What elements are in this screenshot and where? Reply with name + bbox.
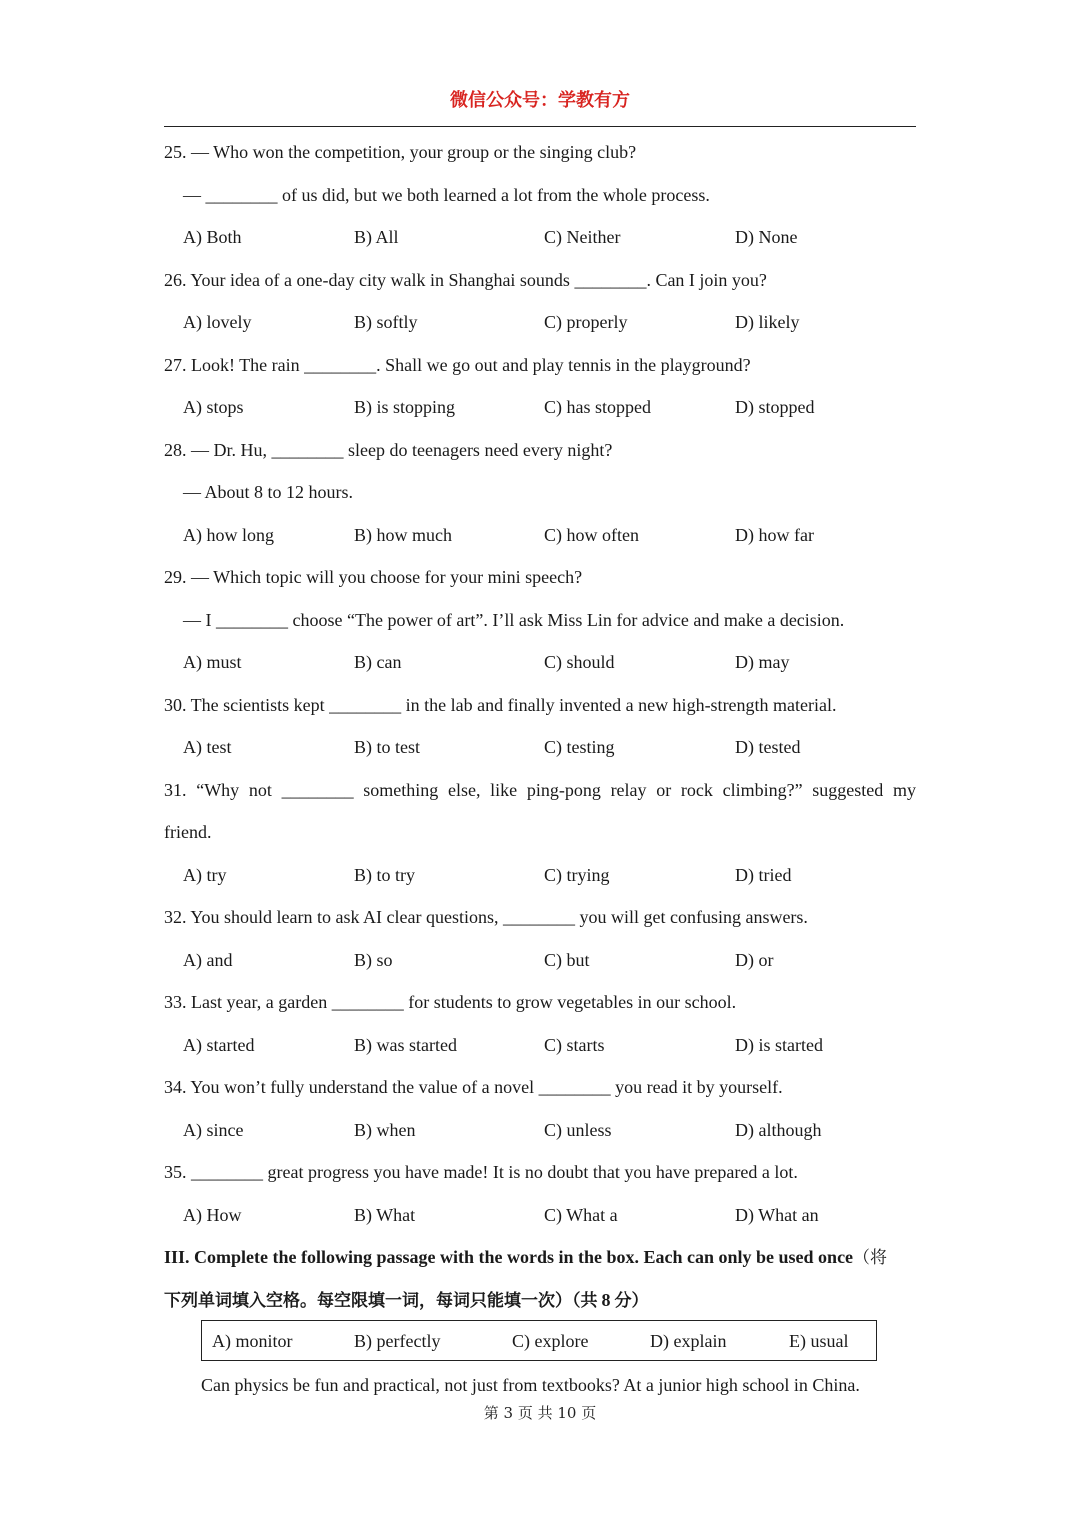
word-a: A) monitor [212, 1331, 293, 1351]
question-28-stem: 28. — Dr. Hu, ________ sleep do teenagers need every night? [164, 439, 613, 460]
question-32-options [164, 939, 916, 982]
option-d: D) may [735, 652, 790, 672]
page-header: 微信公众号：学教有方 [450, 90, 630, 111]
question-32 [164, 896, 916, 981]
option-d: D) stopped [735, 397, 815, 417]
option-a: A) started [183, 1034, 255, 1055]
option-a: A) Both [183, 227, 242, 247]
question-30-options [164, 726, 916, 769]
question-25-stem: 25. — Who won the competition, your group or the singing club? [164, 142, 637, 162]
word-box [201, 1320, 877, 1361]
option-d: D) tested [735, 737, 801, 757]
option-a: A) how long [183, 524, 274, 545]
question-25-response: — ________ of us did, but we both learned a lot from the whole process. [183, 184, 710, 205]
question-28 [164, 429, 916, 557]
question-35-stem: 35. ________ great progress you have made! It is no doubt that you have prepared a lot. [164, 1162, 798, 1182]
option-a: A) since [183, 1119, 244, 1140]
question-29-response: — I ________ choose “The power of art”. I’ll ask Miss Lin for advice and make a decision. [183, 609, 845, 630]
option-d: D) What an [735, 1204, 819, 1225]
question-29-options [164, 641, 916, 684]
option-a: A) How [183, 1204, 242, 1225]
option-c: C) how often [544, 524, 639, 545]
option-a: A) stops [183, 397, 244, 417]
section-3-title-cn: 下列单词填入空格。每空限填一词，每词只能填一次）（共 [164, 1290, 598, 1311]
header-divider [164, 126, 916, 127]
question-28-response: — About 8 to 12 hours. [183, 482, 354, 502]
question-27 [164, 344, 916, 429]
question-26-options [164, 301, 916, 344]
question-30-stem: 30. The scientists kept ________ in the lab and finally invented a new high-strength material. [164, 694, 837, 715]
word-d: D) explain [650, 1331, 727, 1351]
question-26-stem: 26. Your idea of a one-day city walk in Shanghai sounds ________. Can I join you? [164, 269, 767, 290]
option-d: D) although [735, 1119, 822, 1140]
option-d: D) None [735, 227, 798, 247]
question-29 [164, 556, 916, 684]
option-a: A) and [183, 949, 233, 970]
question-31-options [164, 854, 916, 897]
section-3-heading [164, 1236, 916, 1279]
question-33 [164, 981, 916, 1066]
question-28-options [164, 514, 916, 557]
option-c: C) trying [544, 864, 610, 885]
option-a: A) test [183, 737, 232, 757]
section-3-title-cn-start: （将 [853, 1248, 888, 1268]
option-b: B) to try [354, 864, 415, 885]
word-c: C) explore [512, 1331, 589, 1351]
word-e: E) usual [789, 1331, 849, 1351]
question-26 [164, 259, 916, 344]
option-b: B) is stopping [354, 397, 456, 417]
option-c: C) should [544, 652, 615, 672]
question-29-stem: 29. — Which topic will you choose for your mini speech? [164, 567, 583, 587]
question-25 [164, 131, 916, 259]
option-c: C) has stopped [544, 397, 651, 417]
option-c: C) testing [544, 737, 615, 757]
option-d: D) is started [735, 1034, 823, 1055]
question-list [164, 131, 916, 1321]
question-35-options [164, 1194, 916, 1237]
option-c: C) starts [544, 1034, 605, 1055]
option-a: A) lovely [183, 312, 252, 332]
question-35 [164, 1151, 916, 1236]
question-34-options [164, 1109, 916, 1152]
option-c: C) properly [544, 312, 628, 332]
section-3-title-en: III. Complete the following passage with the words in the box. Each can only be used once [164, 1247, 854, 1267]
question-31 [164, 769, 916, 897]
question-30 [164, 684, 916, 769]
option-b: B) to test [354, 737, 420, 757]
option-b: B) so [354, 949, 393, 970]
question-33-stem: 33. Last year, a garden ________ for students to grow vegetables in our school. [164, 992, 737, 1012]
word-b: B) perfectly [354, 1331, 441, 1351]
question-27-stem: 27. Look! The rain ________. Shall we go out and play tennis in the playground? [164, 354, 751, 375]
passage-first-line: Can physics be fun and practical, not just from textbooks? At a junior high school in China. [201, 1375, 860, 1395]
option-c: C) unless [544, 1119, 612, 1140]
question-32-stem: 32. You should learn to ask AI clear questions, ________ you will get confusing answers. [164, 907, 808, 927]
option-a: A) try [183, 864, 227, 885]
option-b: B) when [354, 1119, 416, 1140]
section-3-title-cn-end: 分） [614, 1290, 649, 1311]
question-34-stem: 34. You won’t fully understand the value of a novel ________ you read it by yourself. [164, 1077, 783, 1097]
question-31-stem-continued: friend. [164, 822, 212, 842]
question-33-options [164, 1024, 916, 1067]
option-a: A) must [183, 652, 242, 672]
question-31-stem: 31. “Why not ________ something else, like ping-pong relay or rock climbing?” suggested my [164, 779, 916, 800]
option-b: B) softly [354, 312, 418, 332]
option-b: B) how much [354, 524, 452, 545]
option-b: B) was started [354, 1034, 457, 1055]
option-c: C) but [544, 949, 590, 970]
page-footer: 第 3 页 共 10 页 [483, 1404, 597, 1422]
option-d: D) or [735, 949, 774, 970]
question-25-options [164, 216, 916, 259]
option-d: D) tried [735, 864, 792, 885]
question-34 [164, 1066, 916, 1151]
option-d: D) how far [735, 524, 814, 545]
option-c: C) What a [544, 1204, 618, 1225]
question-27-options [164, 386, 916, 429]
section-3-heading-continued [164, 1279, 916, 1322]
option-c: C) Neither [544, 227, 621, 247]
option-b: B) What [354, 1204, 416, 1225]
option-d: D) likely [735, 312, 800, 332]
option-b: B) can [354, 652, 402, 672]
section-3-points: 8 [601, 1289, 611, 1310]
option-b: B) All [354, 227, 399, 247]
